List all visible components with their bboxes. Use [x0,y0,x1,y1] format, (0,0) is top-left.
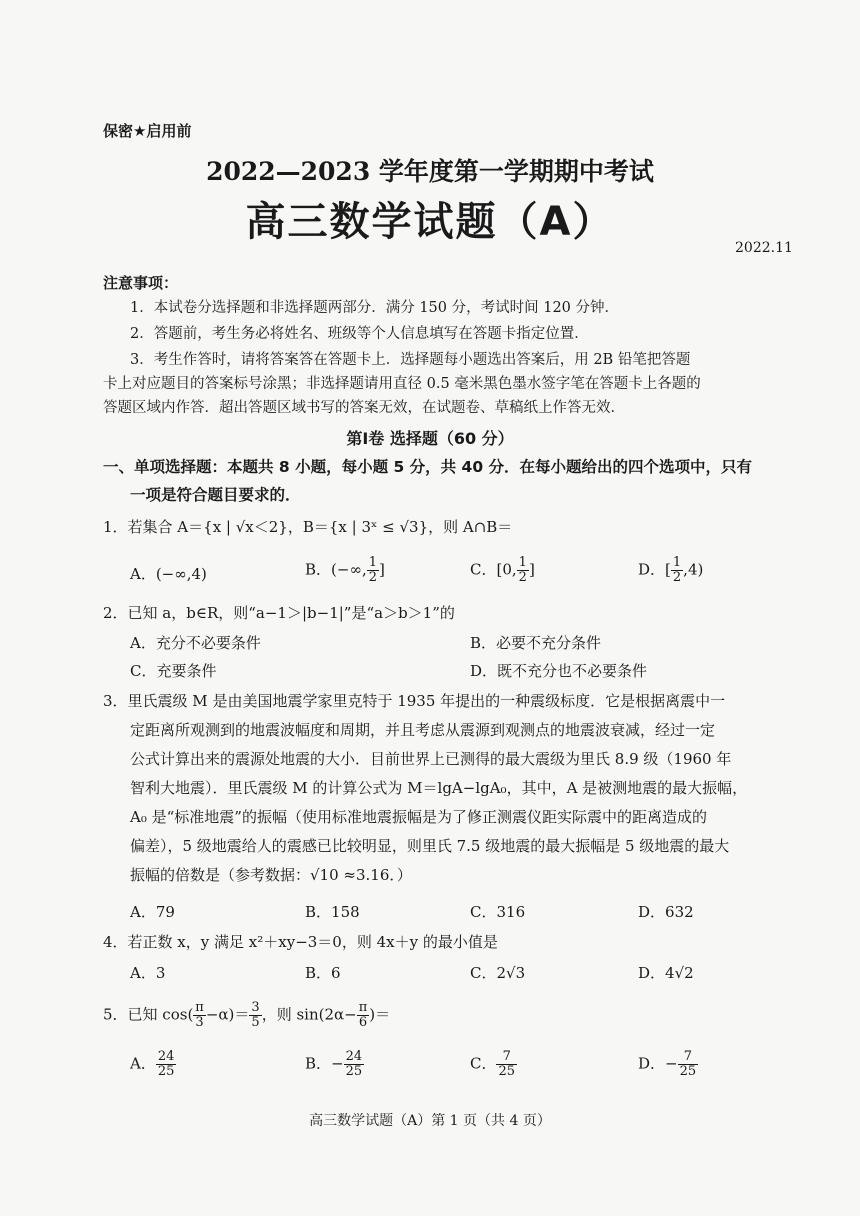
question-1-option-a: A．(−∞,4) [130,565,207,583]
question-5-option-a: A． $\frac{24}{25}$ [130,1049,175,1079]
notice-line: 3．考生作答时，请将答案答在答题卡上．选择题每小题选出答案后，用 2B 铅笔把答题 [130,352,691,368]
question-1-stem: 1．若集合 A＝{x | √x＜2}，B＝{x | 3ˣ ≤ √3}，则 A∩B＝ [103,518,513,536]
exam-date: 2022.11 [735,240,793,256]
question-1-option-b: B．(−∞, $\frac{1}{2}$ ] [305,555,385,585]
question-1-option-d: D．[ $\frac{1}{2}$ ,4) [638,555,704,585]
section-heading: 第Ⅰ卷 选择题（60 分） [346,429,514,448]
notice-line: 卡上对应题目的答案标号涂黑；非选择题请用直径 0.5 毫米黑色墨水签字笔在答题卡上各题的 [103,376,701,392]
notice-line: 1．本试卷分选择题和非选择题两部分．满分 150 分，考试时间 120 分钟． [130,300,620,316]
page-title: 高三数学试题（A） [245,199,615,245]
page-footer: 高三数学试题（A）第 1 页（共 4 页） [309,1113,551,1129]
question-2-option-c: C．充要条件 [130,662,217,680]
question-3-option-d: D．632 [638,903,694,921]
question-4-stem: 4．若正数 x，y 满足 x²＋xy−3＝0，则 4x＋y 的最小值是 [103,933,498,951]
question-3-option-a: A．79 [130,903,175,921]
question-3-option-b: B．158 [305,903,360,921]
exam-year-title: 2022—2023 学年度第一学期期中考试 [206,157,654,186]
question-2-stem: 2．已知 a，b∈R，则“a−1＞|b−1|”是“a＞b＞1”的 [103,604,455,622]
question-4-option-d: D．4√2 [638,964,694,982]
question-5-option-d: D．− $\frac{7}{25}$ [638,1049,697,1079]
notice-line: 答题区域内作答．超出答题区域书写的答案无效，在试题卷、草稿纸上作答无效． [103,400,625,416]
notice-heading: 注意事项： [103,274,179,292]
notice-line: 2．答题前，考生务必将姓名、班级等个人信息填写在答题卡指定位置． [130,326,589,342]
question-3-line: 3．里氏震级 M 是由美国地震学家里克特于 1935 年提出的一种震级标度．它是根据离震中一 [103,692,726,710]
part-instructions: 一项是符合题目要求的． [130,486,301,504]
question-3-line: 智利大地震）．里氏震级 M 的计算公式为 M＝lgA−lgA₀，其中，A 是被测地震的最大振幅， [130,779,748,797]
question-3-line: A₀ 是“标准地震”的振幅（使用标准地震振幅是为了修正测震仪距实际震中的距离造成的 [130,808,707,826]
part-instructions: 一、单项选择题：本题共 8 小题，每小题 5 分，共 40 分．在每小题给出的四个选项中，只有 [103,458,753,476]
question-5-option-b: B．− $\frac{24}{25}$ [305,1049,363,1079]
question-3-line: 振幅的倍数是（参考数据：√10 ≈3.16．） [130,866,412,884]
question-3-option-c: C．316 [470,903,526,921]
question-2-option-a: A．充分不必要条件 [130,634,261,652]
question-2-option-d: D．既不充分也不必要条件 [470,662,648,680]
question-3-line: 定距离所观测到的地震波幅度和周期，并且考虑从震源到观测点的地震波衰减，经过一定 [130,721,716,739]
question-1-option-c: C．[0, $\frac{1}{2}$ ] [470,555,535,585]
question-5-stem: 5．已知 cos( $\frac{\pi}{3}$ −α)＝ $\frac{3}{5}$ ，则 sin(2α− $\frac{\pi}{6}$ )＝ [103,1000,391,1030]
question-3-line: 公式计算出来的震源处地震的大小．目前世界上已测得的最大震级为里氏 8.9 级（1960 年 [130,750,732,768]
question-3-line: 偏差），5 级地震给人的震感已比较明显，则里氏 7.5 级地震的最大振幅是 5 级地震的最大 [130,837,730,855]
question-4-option-a: A．3 [130,964,166,982]
question-2-option-b: B．必要不充分条件 [470,634,602,652]
question-4-option-b: B．6 [305,964,341,982]
question-5-option-c: C． $\frac{7}{25}$ [470,1049,516,1079]
question-4-option-c: C．2√3 [470,964,526,982]
confidential-mark: 保密★启用前 [103,122,192,140]
